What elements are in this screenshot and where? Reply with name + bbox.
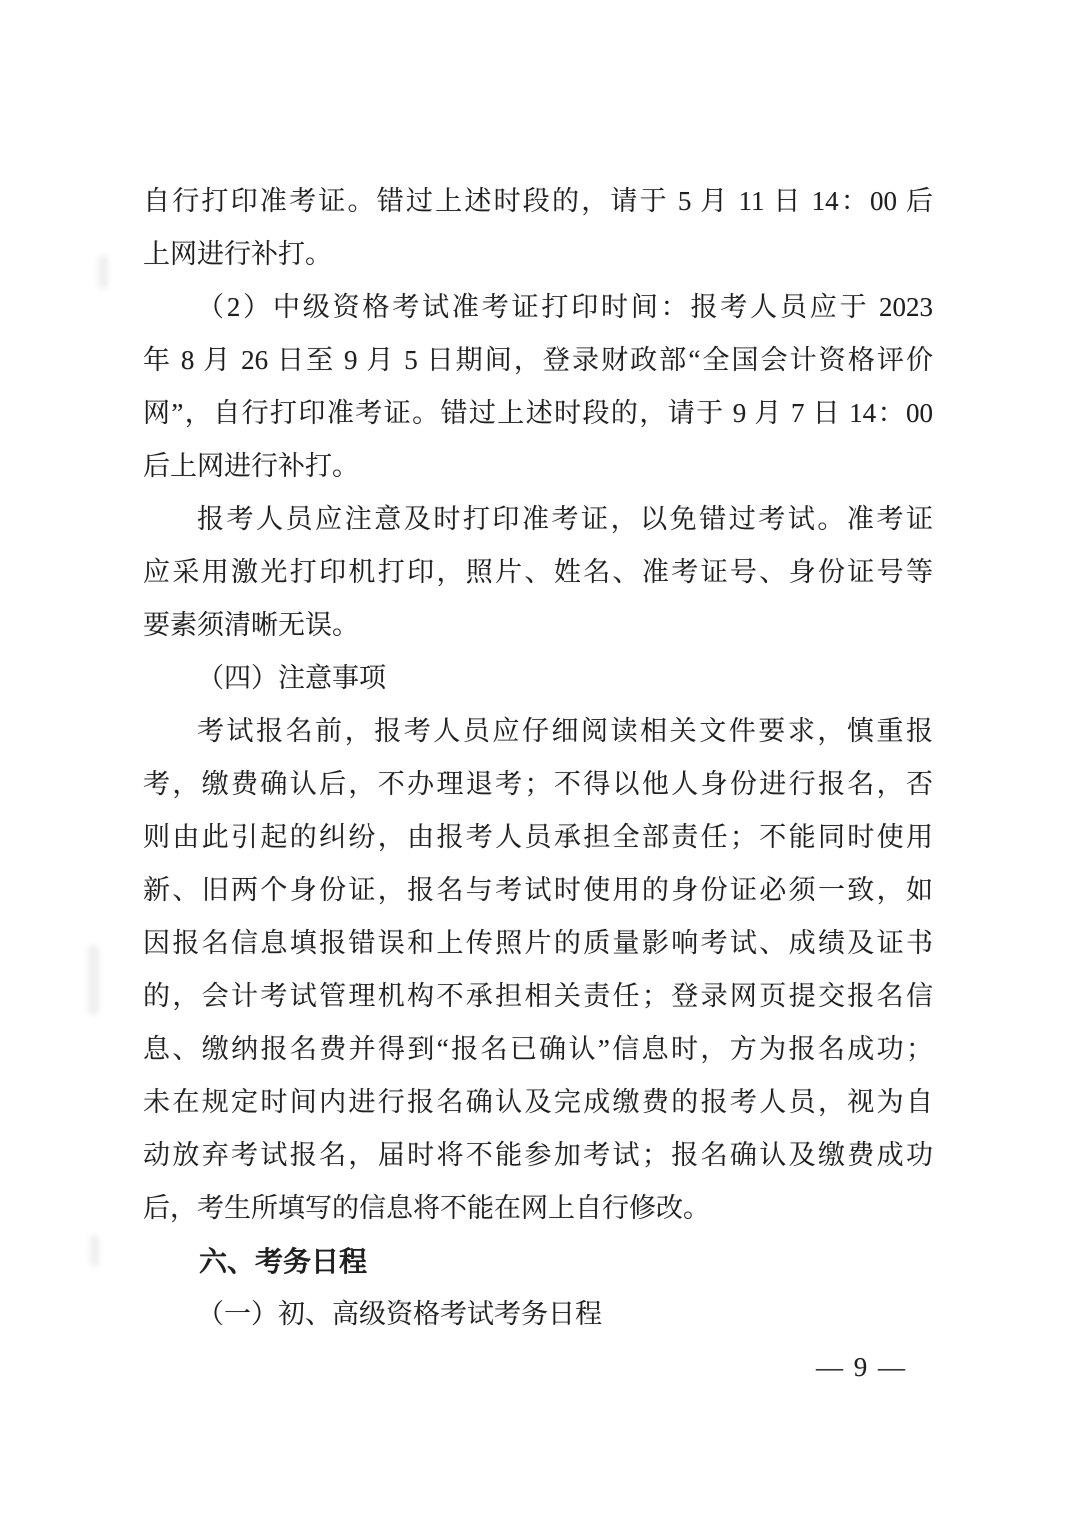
text-line: 因报名信息填报错误和上传照片的质量影响考试、成绩及证书 <box>143 928 933 958</box>
text-line: 考试报名前，报考人员应仔细阅读相关文件要求，慎重报 <box>197 716 933 746</box>
text-line: 上网进行补打。 <box>143 239 332 269</box>
page-number: — 9 — <box>816 1352 907 1382</box>
section-heading-exam-schedule: 六、考务日程 <box>199 1246 368 1277</box>
text-line: 则由此引起的纠纷，由报考人员承担全部责任；不能同时使用 <box>143 822 933 852</box>
text-line: 新、旧两个身份证，报名与考试时使用的身份证必须一致，如 <box>143 875 933 905</box>
text-line: 报考人员应注意及时打印准考证，以免错过考试。准考证 <box>197 504 933 534</box>
text-line: 年 8 月 26 日至 9 月 5 日期间，登录财政部“全国会计资格评价 <box>143 345 933 375</box>
text-line: （2）中级资格考试准考证打印时间：报考人员应于 2023 <box>197 292 933 322</box>
document-body <box>143 175 933 1394</box>
text-line: 后上网进行补打。 <box>143 451 359 481</box>
scan-artifact <box>98 255 108 289</box>
text-line: 未在规定时间内进行报名确认及完成缴费的报考人员，视为自 <box>143 1087 933 1117</box>
text-line: 考，缴费确认后，不办理退考；不得以他人身份进行报名，否 <box>143 769 933 799</box>
text-line: 的，会计考试管理机构不承担相关责任；登录网页提交报名信 <box>143 981 933 1011</box>
text-line: 后，考生所填写的信息将不能在网上自行修改。 <box>143 1193 710 1223</box>
scan-artifact <box>88 945 99 1015</box>
text-line: 动放弃考试报名，届时将不能参加考试；报名确认及缴费成功 <box>143 1140 933 1170</box>
text-line: 息、缴纳报名费并得到“报名已确认”信息时，方为报名成功； <box>143 1034 933 1064</box>
subheading-notes: （四）注意事项 <box>197 663 386 693</box>
subsection-heading-schedule: （一）初、高级资格考试考务日程 <box>197 1299 602 1329</box>
text-line: 应采用激光打印机打印，照片、姓名、准考证号、身份证号等 <box>143 557 933 587</box>
text-line: 自行打印准考证。错过上述时段的，请于 5 月 11 日 14：00 后 <box>143 186 933 216</box>
scan-artifact <box>90 1235 99 1267</box>
text-line: 网”，自行打印准考证。错过上述时段的，请于 9 月 7 日 14：00 <box>143 398 933 428</box>
text-line: 要素须清晰无误。 <box>143 610 359 640</box>
